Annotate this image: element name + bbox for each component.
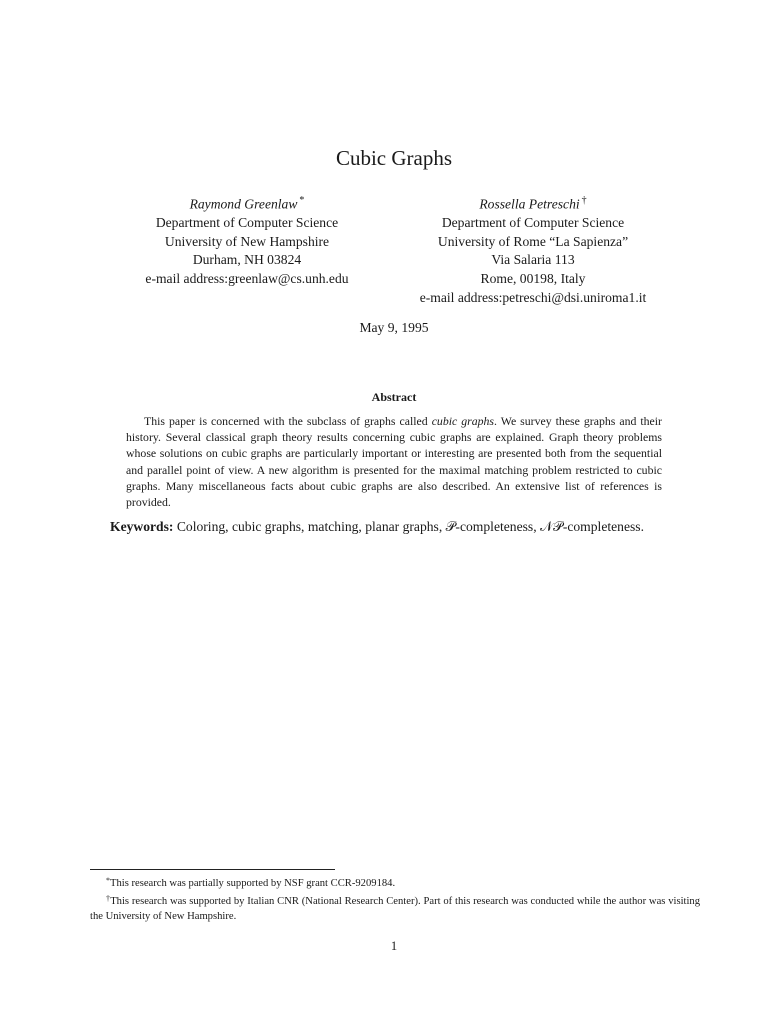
author-affiliation-line: Durham, NH 03824 [192,252,302,268]
author-affiliation-line: Department of Computer Science [441,215,625,231]
author-name: Rossella Petreschi † [479,195,587,212]
abstract-emphasis: cubic graphs [431,414,495,428]
footnote-marker: * [299,195,305,206]
author-affiliation-line: University of Rome “La Sapienza” [437,233,629,249]
keywords-label: Keywords: [110,519,174,534]
footnotes [90,873,700,924]
keywords-line [110,519,710,535]
footnote-marker: † [581,195,587,206]
abstract-body: This paper is concerned with the subclass of graphs called cubic graphs. We survey these graphs and their history. Several classical graph theory results concerning cubic graphs are explained. Graph theory problems whose solutions on cubic graphs are particularly important or interesting are presented both from the sequential and parallel point of view. A new algorithm is presented for the maximal matching problem restricted to cubic graphs. Many miscellaneous facts about cubic graphs are also described. An extensive list of references is provided. [126,414,662,510]
author-email: e-mail address:petreschi@dsi.uniroma1.it [419,289,647,305]
author-block-greenlaw [118,192,376,289]
author-name: Raymond Greenlaw * [189,195,305,212]
author-affiliation-line: Rome, 00198, Italy [480,270,586,286]
author-affiliation-line: Via Salaria 113 [491,252,575,268]
footnote-divider [90,869,335,870]
paper-title: Cubic Graphs [335,146,453,170]
paper-date: May 9, 1995 [359,320,429,335]
author-affiliation-line: University of New Hampshire [164,233,330,249]
author-block-petreschi [388,192,678,307]
author-email: e-mail address:greenlaw@cs.unh.edu [145,270,349,286]
abstract-heading: Abstract [371,390,417,404]
keywords-text: Coloring, cubic graphs, matching, planar graphs, 𝒫-completeness, 𝒩𝒫-completeness. [176,519,644,534]
author-affiliation-line: Department of Computer Science [155,215,339,231]
page-number: 1 [390,939,398,953]
footnote-item: *This research was partially supported by NSF grant CCR-9209184. [106,876,396,889]
footnote-item: †This research was supported by Italian CNR (National Research Center). Part of this research was conducted while the author was visiting the University of New Hampshire. [90,894,701,922]
